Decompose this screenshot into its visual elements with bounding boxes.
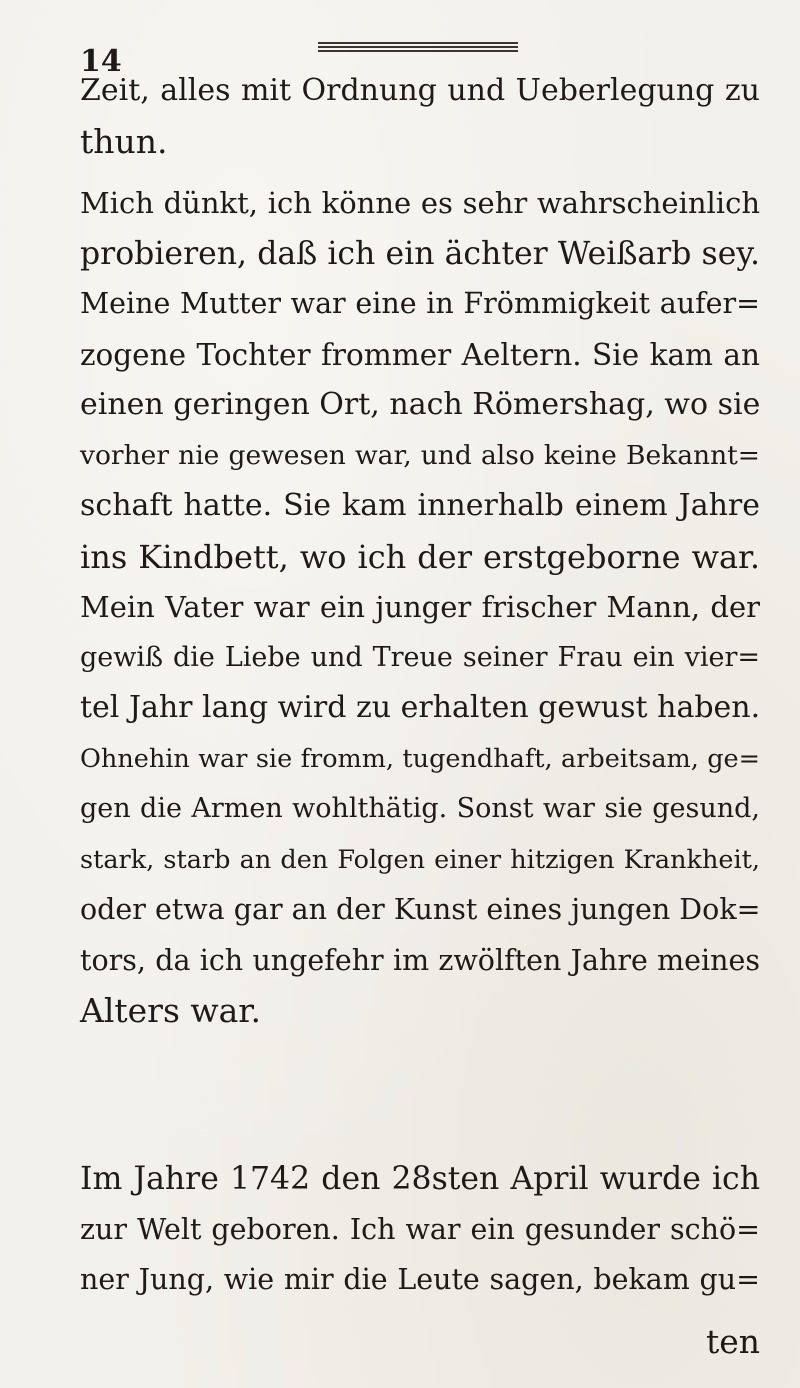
text-line: schaft hatte. Sie kam innerhalb einem Jahre [80,488,760,523]
text-line: Mich dünkt, ich könne es sehr wahrscheinlich [80,186,760,220]
header-rule [318,42,518,54]
text-line: zogene Tochter frommer Aeltern. Sie kam an [80,337,760,372]
text-line: Zeit, alles mit Ordnung und Ueberlegung zu [80,73,760,108]
text-line: probieren, daß ich ein ächter Weißarb sey. [80,235,760,272]
catchword: ten [705,1322,760,1361]
paragraph-3 [80,1154,760,1306]
page-number: 14 [80,44,122,79]
text-line: stark, starb an den Folgen einer hitzigen Krankheit, [80,844,760,875]
text-line: gen die Armen wohlthätig. Sonst war sie gesund, [80,793,760,824]
text-line: tel Jahr lang wird zu erhalten gewust haben. [80,690,761,725]
text-line: Im Jahre 1742 den 28sten April wurde ich [80,1161,760,1197]
paragraph-2 [80,178,760,1037]
text-line: Meine Mutter war eine in Frömmigkeit aufer= [80,287,760,320]
text-line: Ohnehin war sie fromm, tugendhaft, arbeitsam, ge= [80,743,760,774]
text-line: tors, da ich ungefehr im zwölften Jahre meines [80,943,760,977]
text-line: vorher nie gewesen war, und also keine Bekannt= [80,439,760,471]
text-line: zur Welt geboren. Ich war ein gesunder schö= [80,1212,760,1246]
text-line: gewiß die Liebe und Treue seiner Frau ein vier= [80,641,760,673]
text-line: ner Jung, wie mir die Leute sagen, bekam gu= [80,1263,760,1296]
text-line: oder etwa gar an der Kunst eines jungen Dok= [80,893,761,926]
text-line: einen geringen Ort, nach Römershag, wo sie [80,387,761,422]
text-line: Alters war. [80,991,261,1030]
text-line: thun. [80,121,168,161]
paragraph-1 [80,66,760,167]
text-line: Mein Vater war ein junger frischer Mann, der [80,590,760,624]
text-line: ins Kindbett, wo ich der erstgeborne war. [80,537,760,576]
